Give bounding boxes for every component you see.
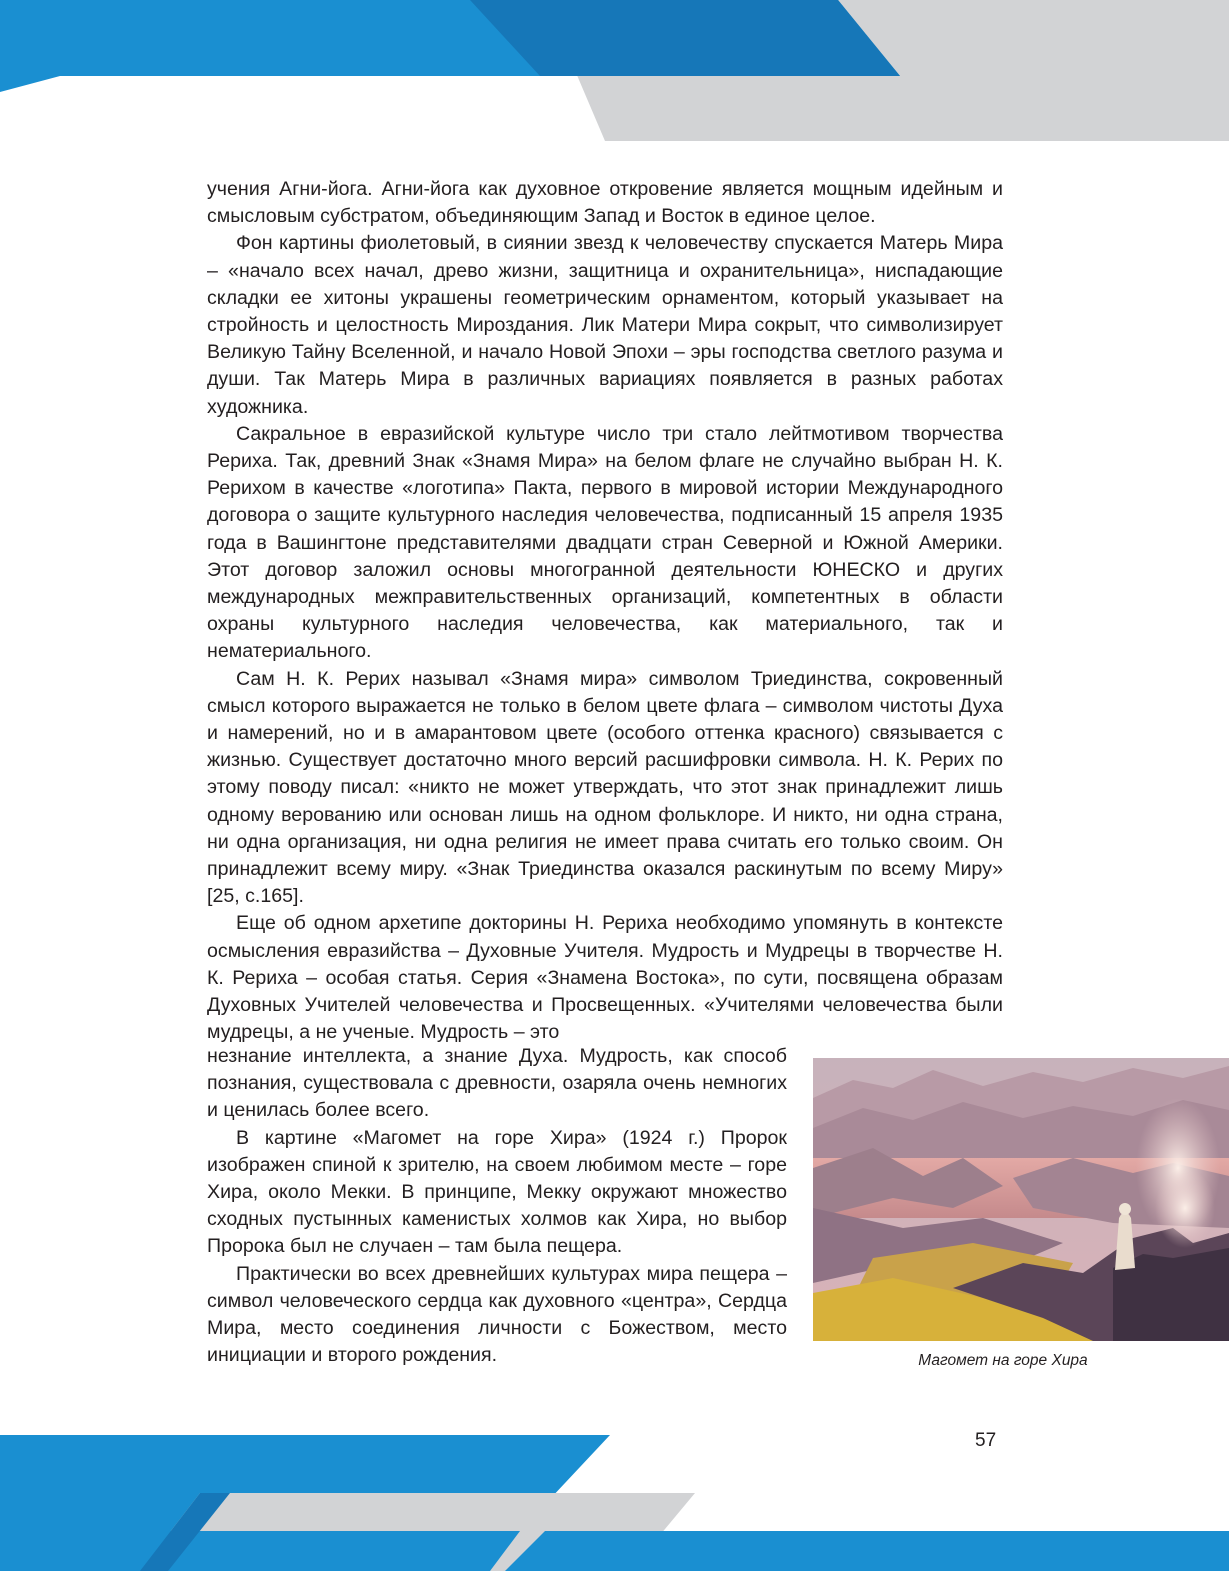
paragraph-4: Сам Н. К. Рерих называл «Знамя мира» символом Триединства, сокровенный смысл которого выражается не только в белом цвете флага – символом чистоты Духа и намерений, но и в амарантовом цвете (особого оттенка красного) связывается с жизнью. Существует достаточно много версий расшифровки символа. Н. К. Рерих по этому поводу писал: «никто не может утверждать, что этот знак принадлежит лишь одному верованию или основан лишь на одном фольклоре. И никто, ни одна страна, ни одна организация, ни одна религия не имеет права считать его только своим. Он принадлежит всему миру. «Знак Триединства оказался раскинутым по всему Миру» [25, с.165]. [207,667,1003,908]
paragraph-6: незнание интеллекта, а знание Духа. Мудрость, как способ познания, существовала с древности, озаряла очень немногих и ценилась более всего. [207,1045,787,1122]
figure-caption: Магомет на горе Хира [918,1352,1088,1369]
paragraph-7: В картине «Магомет на горе Хира» (1924 г.) Пророк изображен спиной к зрителю, на своем любимом месте – горе Хира, около Мекки. В принципе, Мекку окружают множество сходных пустынных каменистых холмов как Хира, но выбор Пророка был не случаен – там была пещера. [207,1126,787,1258]
paragraph-2: Фон картины фиолетовый, в сиянии звезд к человечеству спускается Матерь Мира – «начало всех начал, древо жизни, защитница и охранительница», ниспадающие складки ее хитоны украшены геометрическим орнаментом, который указывает на стройность и целостность Мироздания. Лик Матери Мира сокрыт, что символизирует Великую Тайну Вселенной, и начало Новой Эпохи – эры господства светлого разума и души. Так Матерь Мира в различных вариациях появляется в разных работах художника. [207,232,1003,418]
header-decoration [0,0,1229,145]
body-text [207,176,1003,1047]
paragraph-8: Практически во всех древнейших культурах мира пещера – символ человеческого сердца как духовного «центра», Сердца Мира, место соединения личности с Божеством, место инициации и второго рождения. [207,1262,787,1367]
paragraph-1: учения Агни-йога. Агни-йога как духовное откровение является мощным идейным и смысловым субстратом, объединяющим Запад и Восток в единое целое. [207,178,1003,228]
painting-image [813,1058,1229,1341]
body-text-narrow [207,1043,787,1369]
page-number: 57 [975,1430,997,1451]
paragraph-5: Еще об одном архетипе докторины Н. Рериха необходимо упомянуть в контексте осмысления евразийства – Духовные Учителя. Мудрость и Мудрецы в творчестве Н. К. Рериха – особая статья. Серия «Знамена Востока», по сути, посвящена образам Духовных Учителей человечества и Просвещенных. «Учителями человечества были мудрецы, а не ученые. Мудрость – это [207,912,1003,1044]
paragraph-3: Сакральное в евразийской культуре число три стало лейтмотивом творчества Рериха. Так, древний Знак «Знамя Мира» на белом флаге не случайно выбран Н. К. Рерихом в качестве «логотипа» Пакта, первого в мировой истории Международного договора о защите культурного наследия человечества, подписанный 15 апреля 1935 года в Вашингтоне представителями двадцати стран Северной и Южной Америки. Этот договор заложил основы многогранной деятельности ЮНЕСКО и других международных межправительственных организаций, компетентных в области охраны культурного наследия человечества, как материального, так и нематериального. [207,422,1003,663]
